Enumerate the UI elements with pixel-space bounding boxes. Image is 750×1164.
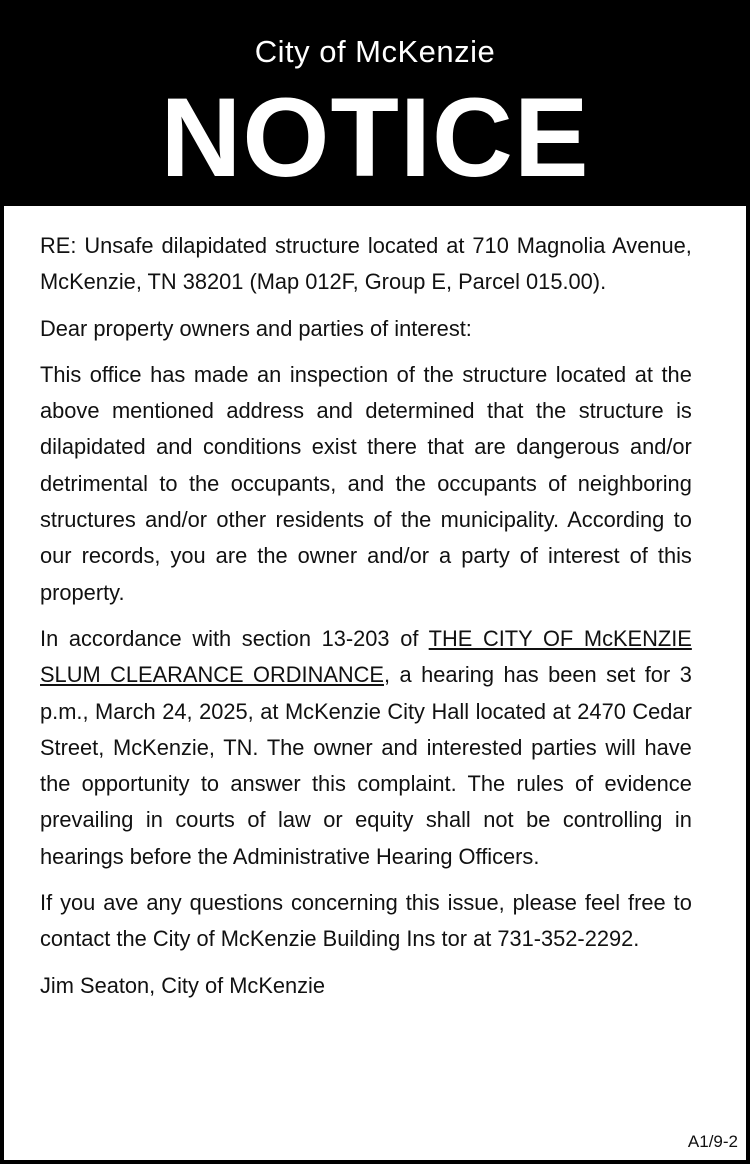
questions-paragraph: If you ave any questions concerning this issue, please feel free to contact the City of McKenzie Building Ins tor at 731-352-2292. (40, 890, 692, 952)
greeting-paragraph: Dear property owners and parties of interest: (40, 315, 472, 341)
publication-code: A1/9-2 (687, 1132, 738, 1151)
hearing-paragraph (40, 621, 692, 875)
notice-header (4, 4, 746, 206)
notice-title: NOTICE (160, 75, 590, 200)
hearing-text-after: , a hearing has been set for 3 p.m., March 24, 2025, at McKenzie City Hall located at 2470 Cedar Street, McKenzie, TN. The owner and interested parties will have the opportunity to answer this complaint. The rules of evidence prevailing in courts of law or equity shall not be controlling in hearings before the Administrative Hearing Officers. (40, 662, 692, 869)
ordinance-name: THE CITY OF McKENZIE SLUM CLEARANCE ORDINANCE (40, 625, 692, 688)
re-paragraph: RE: Unsafe dilapidated structure located at 710 Magnolia Avenue, McKenzie, TN 38201 (Map 012F, Group E, Parcel 015.00). (40, 233, 692, 295)
inspection-paragraph: This office has made an inspection of the structure located at the above mentioned address and determined that the structure is dilapidated and conditions exist there that are dangerous and/or detrimental to the occupants, and the occupants of neighboring structures and/or other residents of the municipality. According to our records, you are the owner and/or a party of interest of this property. (40, 361, 692, 605)
notice-body (40, 228, 692, 1014)
city-name: City of McKenzie (254, 34, 496, 69)
hearing-text-before: In accordance with section 13-203 of (40, 625, 429, 651)
signature: Jim Seaton, City of McKenzie (40, 972, 326, 998)
